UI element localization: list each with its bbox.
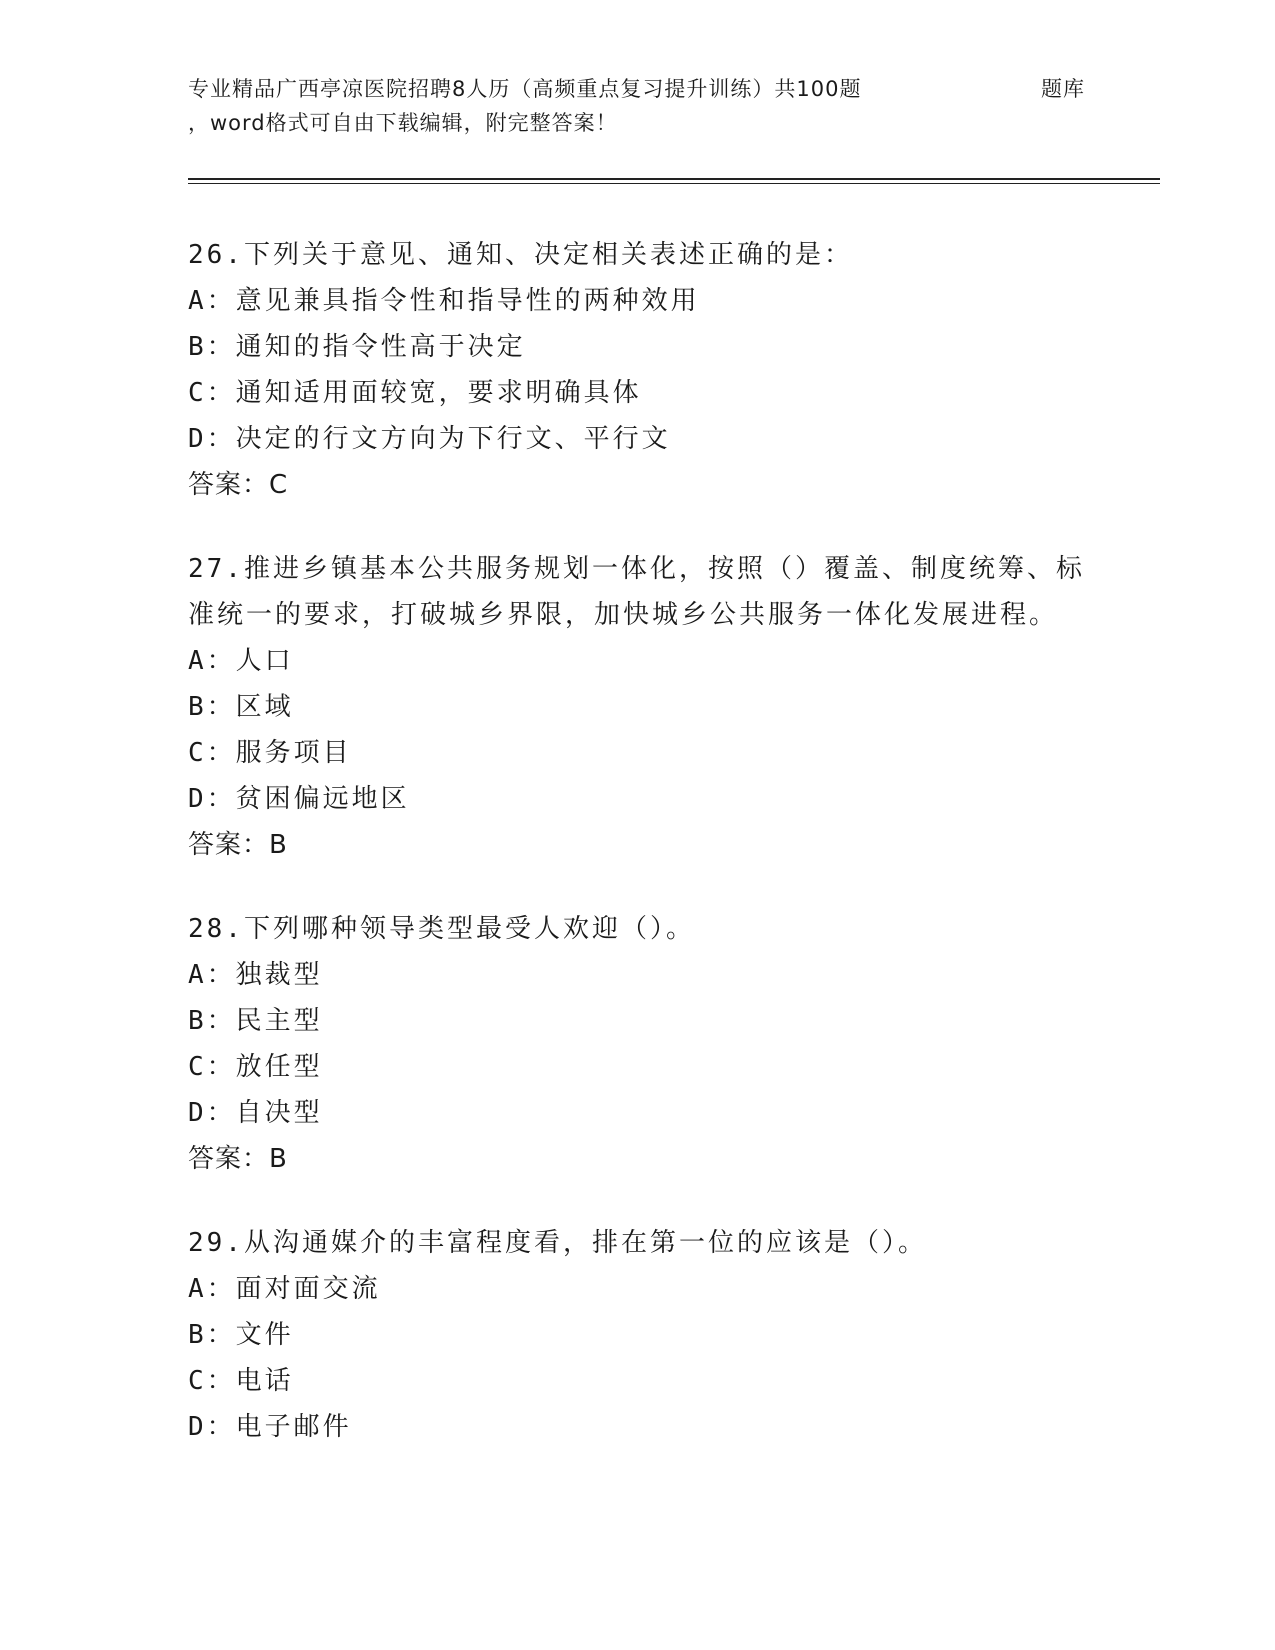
question-stem-line-2: 准统一的要求，打破城乡界限，加快城乡公共服务一体化发展进程。: [188, 600, 1059, 630]
option-a: A：人口: [188, 646, 294, 676]
page-header: [188, 72, 1168, 152]
header-tag: 题库: [1041, 77, 1085, 101]
option-c: C：服务项目: [188, 738, 352, 768]
option-d: D：电子邮件: [188, 1412, 352, 1442]
option-d: D：贫困偏远地区: [188, 784, 410, 814]
answer: 答案：B: [188, 1144, 288, 1174]
question-26: [188, 232, 1088, 508]
option-a: A：意见兼具指令性和指导性的两种效用: [188, 286, 700, 316]
option-b: B：区域: [188, 692, 294, 722]
question-27: [188, 546, 1088, 868]
header-divider-thin: [188, 183, 1160, 184]
question-stem: 26.下列关于意见、通知、决定相关表述正确的是：: [188, 240, 853, 270]
option-b: B：文件: [188, 1320, 294, 1350]
option-a: A：面对面交流: [188, 1274, 381, 1304]
question-29: [188, 1220, 1088, 1450]
option-b: B：通知的指令性高于决定: [188, 332, 526, 362]
answer: 答案：C: [188, 470, 289, 500]
option-c: C：放任型: [188, 1052, 323, 1082]
header-title-line-1: 专业精品广西亭凉医院招聘8人历（高频重点复习提升训练）共100题: [188, 77, 862, 101]
question-stem: 29.从沟通媒介的丰富程度看，排在第一位的应该是（）。: [188, 1228, 927, 1258]
header-title-line-2: ，word格式可自由下载编辑，附完整答案！: [188, 111, 618, 135]
question-list: [188, 232, 1088, 1488]
option-a: A：独裁型: [188, 960, 323, 990]
question-stem: 28.下列哪种领导类型最受人欢迎（）。: [188, 914, 695, 944]
header-divider-thick: [188, 178, 1160, 180]
question-28: [188, 906, 1088, 1182]
answer: 答案：B: [188, 830, 288, 860]
option-d: D：自决型: [188, 1098, 323, 1128]
option-c: C：电话: [188, 1366, 294, 1396]
option-b: B：民主型: [188, 1006, 323, 1036]
option-d: D：决定的行文方向为下行文、平行文: [188, 424, 671, 454]
header-title: [188, 72, 968, 140]
option-c: C：通知适用面较宽，要求明确具体: [188, 378, 642, 408]
question-stem-line-1: 27.推进乡镇基本公共服务规划一体化，按照（）覆盖、制度统筹、标: [188, 554, 1085, 584]
